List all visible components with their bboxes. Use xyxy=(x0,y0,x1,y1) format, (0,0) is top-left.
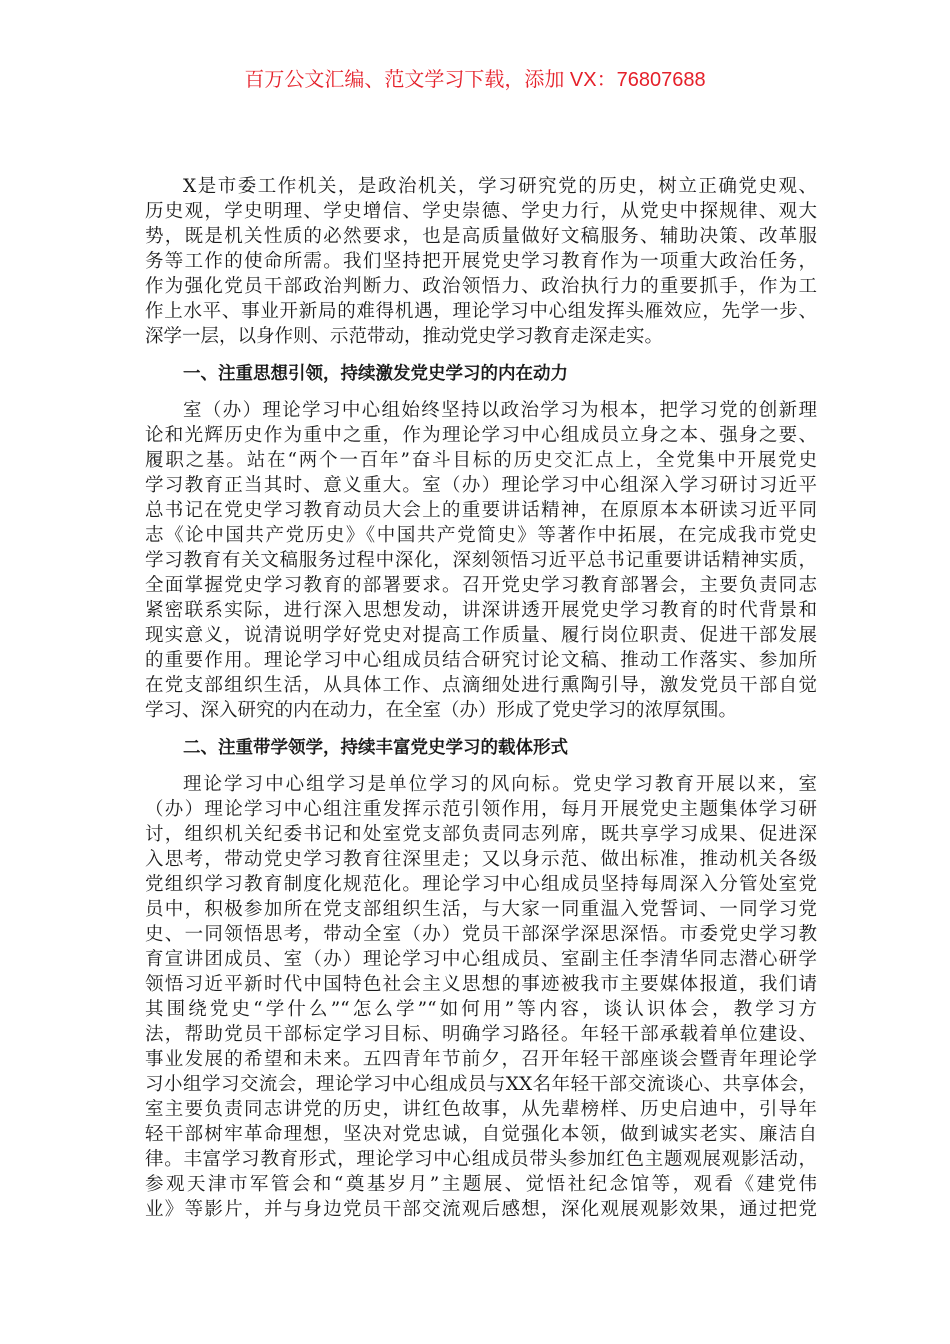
text-line: 学习教育有关文稿服务过程中深化，深刻领悟习近平总书记重要讲话精神实质， xyxy=(145,550,817,571)
text-line: 党组织学习教育制度化规范化。理论学习中心组成员坚持每周深入分管处室党 xyxy=(145,874,817,895)
text-line: 习小组学习交流会，理论学习中心组成员与XX名年轻干部交流谈心、共享体会， xyxy=(145,1074,817,1095)
watermark-banner: 百万公文汇编、范文学习下载，添加 VX：76807688 xyxy=(244,69,706,91)
text-line: （办）理论学习中心组注重发挥示范引领作用，每月开展党史主题集体学习研 xyxy=(145,799,817,820)
text-line: 务等工作的使命所需。我们坚持把开展党史学习教育作为一项重大政治任务， xyxy=(145,251,817,272)
paragraph xyxy=(145,398,817,723)
text-line: 员中，积极参加所在党支部组织生活，与大家一同重温入党誓词、一同学习党 xyxy=(145,899,817,920)
document-body xyxy=(145,174,817,1222)
text-line: 室（办）理论学习中心组始终坚持以政治学习为根本，把学习党的创新理 xyxy=(183,400,817,421)
text-line: 史、一同领悟思考，带动全室（办）党员干部深学深思深悟。市委党史学习教 xyxy=(145,924,817,945)
text-line: X是市委工作机关，是政治机关，学习研究党的历史，树立正确党史观、 xyxy=(183,176,817,197)
text-line: 事业发展的希望和未来。五四青年节前夕，召开年轻干部座谈会暨青年理论学 xyxy=(145,1049,817,1070)
text-line: 履职之基。站在“两个一百年”奋斗目标的历史交汇点上，全党集中开展党史 xyxy=(145,450,817,471)
text-line: 律。丰富学习教育形式，理论学习中心组成员带头参加红色主题观展观影活动， xyxy=(145,1149,817,1170)
text-line: 在党支部组织生活，从具体工作、点滴细处进行熏陶引导，激发党员干部自觉 xyxy=(145,675,817,696)
text-line: 论和光辉历史作为重中之重，作为理论学习中心组成员立身之本、强身之要、 xyxy=(145,425,817,446)
text-line: 作上水平、事业开新局的难得机遇，理论学习中心组发挥头雁效应，先学一步、 xyxy=(145,301,817,322)
text-line: 志《论中国共产党历史》《中国共产党简史》等著作中拓展，在完成我市党史 xyxy=(145,525,817,546)
section-heading: 二、注重带学领学，持续丰富党史学习的载体形式 xyxy=(183,738,568,758)
text-line: 总书记在党史学习教育动员大会上的重要讲话精神，在原原本本研读习近平同 xyxy=(145,500,817,521)
text-line: 入思考，带动党史学习教育往深里走；又以身示范、做出标准，推动机关各级 xyxy=(145,849,817,870)
paragraph xyxy=(145,772,817,1222)
text-line: 讨，组织机关纪委书记和处室党支部负责同志列席，既共享学习成果、促进深 xyxy=(145,824,817,845)
text-line: 领悟习近平新时代中国特色社会主义思想的事迹被我市主要媒体报道，我们请 xyxy=(145,974,817,995)
text-line: 学习教育正当其时、意义重大。室（办）理论学习中心组深入学习研讨习近平 xyxy=(145,475,817,496)
text-line: 理论学习中心组学习是单位学习的风向标。党史学习教育开展以来，室 xyxy=(183,774,817,795)
section-heading: 一、注重思想引领，持续激发党史学习的内在动力 xyxy=(183,364,568,384)
text-line: 全面掌握党史学习教育的部署要求。召开党史学习教育部署会，主要负责同志 xyxy=(145,575,817,596)
text-line: 历史观，学史明理、学史增信、学史崇德、学史力行，从党史中探规律、观大 xyxy=(145,201,817,222)
text-line: 学习、深入研究的内在动力，在全室（办）形成了党史学习的浓厚氛围。 xyxy=(145,700,738,721)
text-line: 育宣讲团成员、室（办）理论学习中心组成员、室副主任李清华同志潜心研学 xyxy=(145,949,817,970)
text-line: 参观天津市军管会和“奠基岁月”主题展、觉悟社纪念馆等，观看《建党伟 xyxy=(145,1174,817,1195)
text-line: 深学一层，以身作则、示范带动，推动党史学习教育走深走实。 xyxy=(145,326,664,347)
text-line: 轻干部树牢革命理想，坚决对党忠诚，自觉强化本领，做到诚实老实、廉洁自 xyxy=(145,1124,817,1145)
text-line: 势，既是机关性质的必然要求，也是高质量做好文稿服务、辅助决策、改革服 xyxy=(145,226,817,247)
text-line: 的重要作用。理论学习中心组成员结合研究讨论文稿、推动工作落实、参加所 xyxy=(145,650,817,671)
text-line: 现实意义，说清说明学好党史对提高工作质量、履行岗位职责、促进干部发展 xyxy=(145,625,817,646)
text-line: 业》等影片，并与身边党员干部交流观后感想，深化观展观影效果，通过把党 xyxy=(145,1199,817,1220)
text-line: 法，帮助党员干部标定学习目标、明确学习路径。年轻干部承载着单位建设、 xyxy=(145,1024,817,1045)
text-line: 室主要负责同志讲党的历史，讲红色故事，从先辈榜样、历史启迪中，引导年 xyxy=(145,1099,817,1120)
paragraph xyxy=(145,174,817,349)
text-line: 其围绕党史“学什么”“怎么学”“如何用”等内容，谈认识体会，教学习方 xyxy=(145,999,817,1020)
text-line: 紧密联系实际，进行深入思想发动，讲深讲透开展党史学习教育的时代背景和 xyxy=(145,600,817,621)
text-line: 作为强化党员干部政治判断力、政治领悟力、政治执行力的重要抓手，作为工 xyxy=(145,276,817,297)
